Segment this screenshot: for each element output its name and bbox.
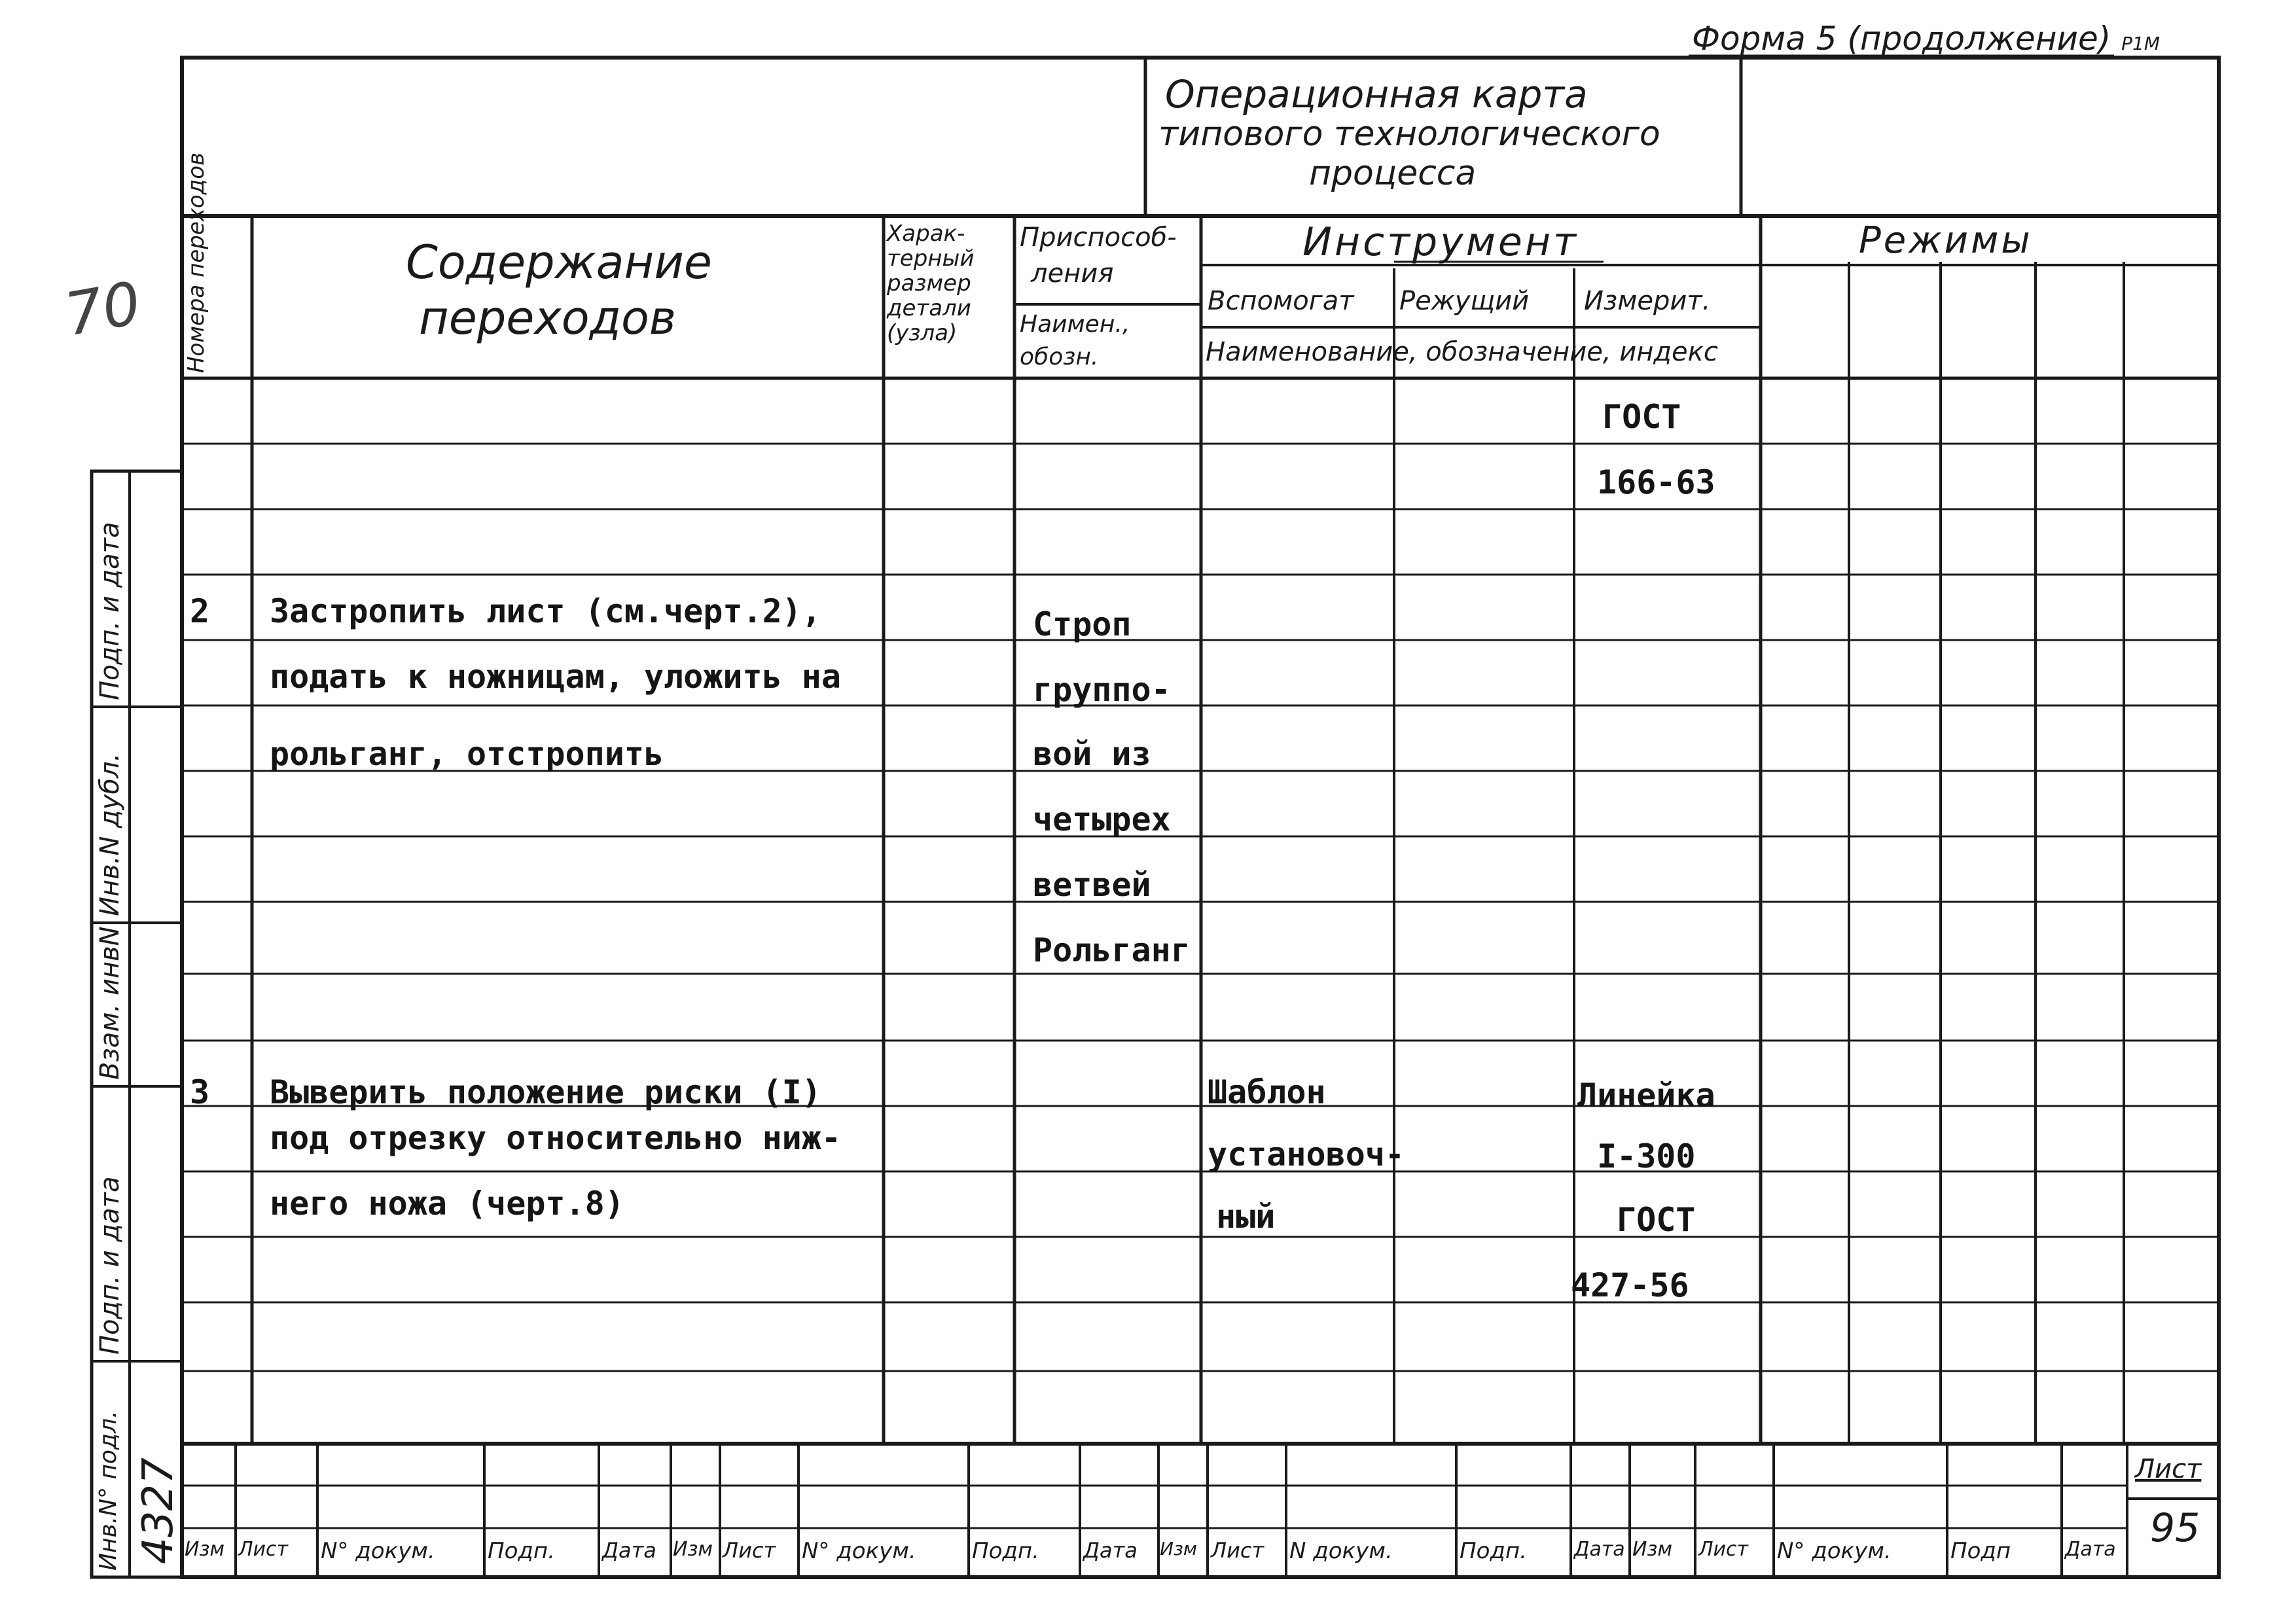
- footer-label-16: Изм: [1632, 1538, 1673, 1561]
- row13-aux: ный: [1216, 1198, 1276, 1236]
- row8-fixture: ветвей: [1033, 866, 1151, 904]
- footer-label-4: Подп.: [488, 1538, 555, 1564]
- sheet-label: Лист: [2135, 1454, 2202, 1484]
- step-no-header: [183, 152, 209, 373]
- row5-content: подать к ножницам, уложить на: [270, 658, 841, 696]
- side-podp-data-1: Подп. и дата: [95, 1176, 125, 1355]
- tool-names-header: Наименование, обозначение, индекс: [1206, 337, 1718, 367]
- row9-fixture: Рольганг: [1033, 931, 1191, 969]
- row11-meas: Линейка: [1577, 1077, 1715, 1115]
- footer-label-13: N докум.: [1289, 1538, 1393, 1564]
- card-title-line3: процесса: [1309, 154, 1477, 193]
- row12-content: под отрезку относительно ниж-: [270, 1119, 841, 1157]
- footer-label-12: Лист: [1211, 1538, 1265, 1563]
- margin-mark: 70: [60, 268, 146, 350]
- row11-content: Выверить положение риски (I): [270, 1073, 821, 1111]
- row11-step: 3: [190, 1073, 210, 1111]
- tool-aux-header: Вспомогат: [1208, 286, 1354, 316]
- row5-fixture: группо-: [1033, 671, 1171, 709]
- footer-label-19: Подп: [1950, 1538, 2011, 1564]
- char-size-l2: терный: [887, 245, 975, 272]
- tool-header: Инструмент: [1302, 219, 1579, 265]
- char-size-l4: детали: [887, 295, 971, 321]
- footer-label-11: Изм: [1160, 1538, 1197, 1560]
- footer-label-10: Дата: [1083, 1538, 1138, 1563]
- row13-meas: ГОСТ: [1617, 1201, 1696, 1239]
- sheet-number: 95: [2150, 1505, 2200, 1551]
- fixtures-header-l2: ления: [1031, 259, 1114, 289]
- row12-meas: I-300: [1597, 1137, 1696, 1175]
- content-header-line1: Содержание: [406, 236, 712, 289]
- side-inv-number: 4327: [134, 1457, 183, 1564]
- side-podp-data-2: Подп. и дата: [95, 522, 125, 700]
- row2-meas: 166-63: [1597, 463, 1715, 501]
- footer-label-7: Лист: [723, 1538, 776, 1563]
- footer-label-9: Подп.: [972, 1538, 1039, 1564]
- footer-label-2: Лист: [238, 1538, 289, 1561]
- side-inv-dubl: Инв.N дубл.: [95, 753, 125, 916]
- row13-content: него ножа (черт.8): [270, 1185, 624, 1222]
- footer-label-6: Изм: [673, 1538, 713, 1561]
- row6-content: рольганг, отстропить: [270, 735, 664, 773]
- footer-label-18: N° докум.: [1777, 1538, 1892, 1564]
- form-note: [1692, 20, 2160, 58]
- char-size-l5: (узла): [887, 320, 958, 346]
- row7-fixture: четырех: [1033, 800, 1171, 838]
- footer-label-3: N° докум.: [321, 1538, 435, 1564]
- side-inv-podl: Инв.N° подл.: [95, 1410, 122, 1571]
- char-size-l3: размер: [887, 270, 971, 296]
- char-size-header: [887, 221, 974, 346]
- step-no-header-text: Номера переходов: [183, 152, 209, 373]
- tool-cut-header: Режущий: [1399, 286, 1530, 316]
- footer-label-1: Изм: [185, 1538, 225, 1561]
- row6-fixture: вой из: [1033, 735, 1151, 773]
- card-title-line2: типового технологического: [1158, 115, 1660, 154]
- modes-header: Режимы: [1859, 219, 2033, 262]
- row4-content: Застропить лист (см.черт.2),: [270, 592, 821, 630]
- row1-meas: ГОСТ: [1602, 398, 1681, 436]
- footer-label-20: Дата: [2065, 1538, 2116, 1561]
- footer-label-5: Дата: [602, 1538, 656, 1563]
- footer-label-15: Дата: [1574, 1538, 1625, 1561]
- form-note-suffix: Р1М: [2121, 33, 2160, 54]
- footer-label-17: Лист: [1698, 1538, 1749, 1561]
- fixtures-name-l2: обозн.: [1020, 344, 1099, 370]
- fixtures-name-l1: Наимен.,: [1020, 311, 1130, 338]
- char-size-l1: Харак-: [887, 221, 965, 247]
- fixtures-header-l1: Приспособ-: [1020, 223, 1177, 253]
- side-vzam-inv: Взам. инвN: [95, 926, 125, 1080]
- form-note-text: Форма 5 (продолжение): [1692, 20, 2111, 58]
- row14-meas: 427-56: [1571, 1266, 1689, 1304]
- row11-aux: Шаблон: [1208, 1073, 1326, 1111]
- card-title-line1: Операционная карта: [1165, 72, 1588, 116]
- row4-step: 2: [190, 592, 210, 630]
- row12-aux: установоч-: [1208, 1135, 1405, 1173]
- row4-fixture: Строп: [1033, 605, 1132, 643]
- tool-meas-header: Измерит.: [1584, 286, 1711, 316]
- footer-label-14: Подп.: [1460, 1538, 1527, 1564]
- footer-label-8: N° докум.: [802, 1538, 916, 1564]
- content-header-line2: переходов: [419, 291, 677, 345]
